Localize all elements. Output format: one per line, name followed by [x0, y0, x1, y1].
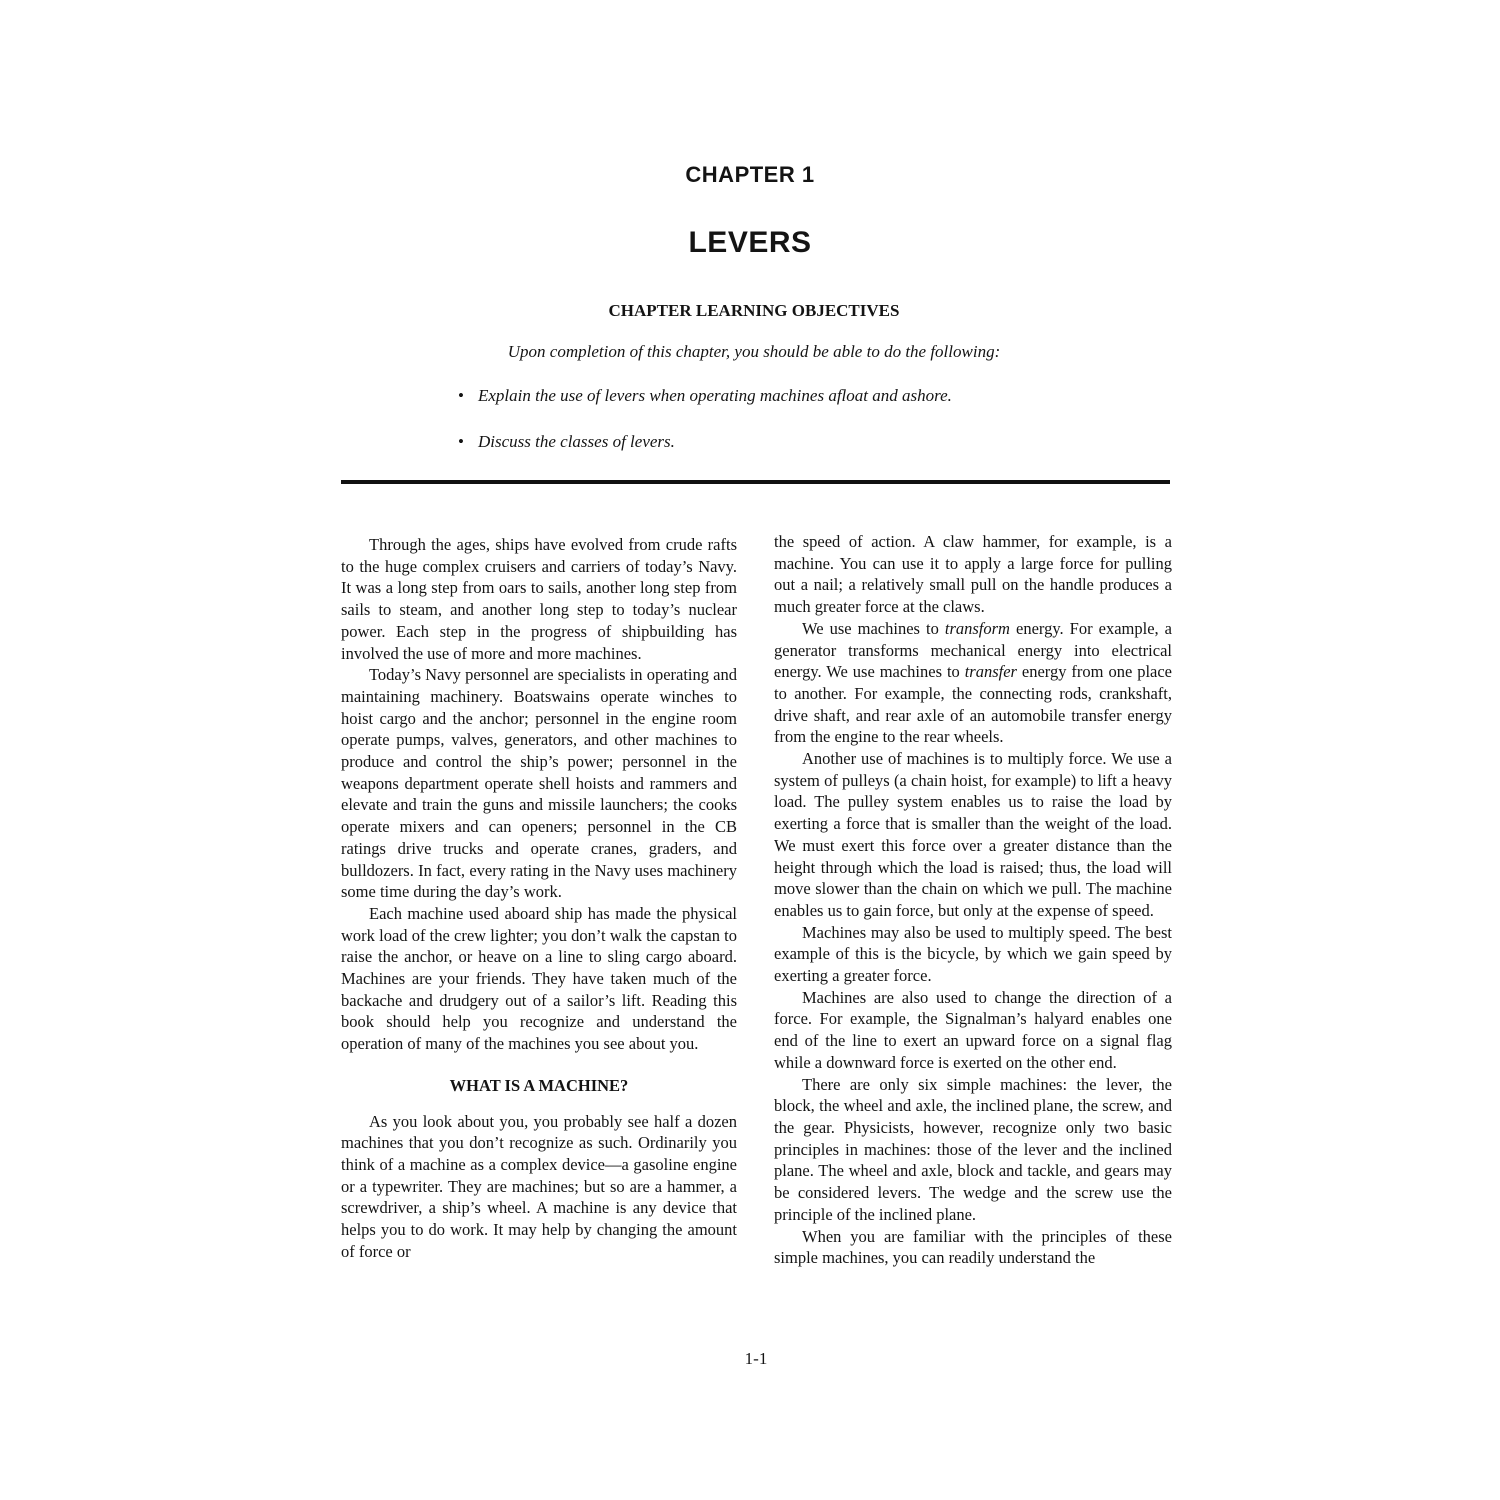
body-paragraph: Machines may also be used to multiply speed. The best example of this is the bicycle, by which we gain speed by exerting a greater force. — [774, 922, 1172, 986]
bullet-icon: • — [458, 432, 464, 451]
objective-text: Explain the use of levers when operating machines afloat and ashore. — [478, 386, 952, 405]
right-column — [774, 531, 1172, 1269]
body-paragraph: Each machine used aboard ship has made the physical work load of the crew lighter; you don’t walk the capstan to raise the anchor, or heave on a line to sling cargo aboard. Machines are your friends. They have taken much of the backache and drudgery out of a sailor’s lift. Reading this book should help you recognize and understand the operation of many of the machines you see about you. — [341, 903, 737, 1054]
text-run: energy from one place to another. For example, the connecting rods, crankshaft, drive shaft, and rear axle of an automobile transfer energy from the engine to the rear wheels. — [774, 662, 1172, 747]
emphasis-text: transfer — [964, 662, 1017, 682]
left-column — [341, 534, 737, 1263]
bullet-icon: • — [458, 386, 464, 405]
objectives-heading: CHAPTER LEARNING OBJECTIVES — [608, 301, 900, 320]
body-paragraph: Today’s Navy personnel are specialists in operating and maintaining machinery. Boatswains operate winches to hoist cargo and the anchor; personnel in the engine room operate pumps, valves, generators, and other machines to produce and control the ship’s power; personnel in the weapons department operate shell hoists and rammers and elevate and train the guns and missile launchers; the cooks operate mixers and can openers; personnel in the CB ratings drive trucks and operate cranes, graders, and bulldozers. In fact, every rating in the Navy uses machinery some time during the day’s work. — [341, 665, 737, 902]
body-paragraph: As you look about you, you probably see half a dozen machines that you don’t recognize as such. Ordinarily you think of a machine as a complex device—a gasoline engine or a typewriter. They are machines; but so are a hammer, a screwdriver, a ship’s wheel. A machine is any device that helps you to do work. It may help by changing the amount of force or — [341, 1111, 737, 1261]
text-run: We use machines to — [802, 618, 945, 638]
body-paragraph: Another use of machines is to multiply force. We use a system of pulleys (a chain hoist, for example) to lift a heavy load. The pulley system enables us to raise the load by exerting a force that is smaller than the weight of the load. We must exert this force over a greater distance than the height through which the load is raised; thus, the load will move slower than the chain on which we pull. The machine enables us to gain force, but only at the expense of speed. — [774, 749, 1172, 920]
chapter-title: LEVERS — [688, 226, 812, 259]
text-run: energy. For example, a generator transforms mechanical energy into electrical energy. We use machines to — [774, 618, 1173, 682]
body-paragraph: Through the ages, ships have evolved from crude rafts to the huge complex cruisers and carriers of today’s Navy. It was a long step from oars to sails, another long step from sails to steam, and another long step to today’s nuclear power. Each step in the progress of shipbuilding has involved the use of more and more machines. — [341, 535, 737, 663]
body-paragraph: When you are familiar with the principles of these simple machines, you can readily understand the — [774, 1226, 1172, 1268]
body-paragraph: the speed of action. A claw hammer, for example, is a machine. You can use it to apply a large force for pulling out a nail; a relatively small pull on the handle produces a much greater force at the claws. — [774, 532, 1172, 617]
emphasis-text: transform — [944, 618, 1010, 638]
objective-item — [458, 386, 952, 406]
body-paragraph: There are only six simple machines: the lever, the block, the wheel and axle, the inclined plane, the screw, and the gear. Physicists, however, recognize only two basic principles in machines: those of the lever and the inclined plane. The wheel and axle, block and tackle, and gears may be considered levers. The wedge and the screw use the principle of the inclined plane. — [774, 1074, 1172, 1224]
objective-item — [458, 432, 675, 452]
page-number: 1-1 — [744, 1349, 768, 1368]
chapter-number: CHAPTER 1 — [685, 162, 815, 187]
objectives-intro: Upon completion of this chapter, you should be able to do the following: — [507, 342, 1001, 361]
body-paragraph: Machines are also used to change the direction of a force. For example, the Signalman’s halyard enables one end of the line to exert an upward force on a signal flag while a downward force is exerted on the other end. — [774, 987, 1172, 1072]
objective-text: Discuss the classes of levers. — [478, 432, 675, 451]
body-paragraph — [774, 618, 1172, 748]
section-divider — [341, 480, 1170, 484]
section-heading: WHAT IS A MACHINE? — [449, 1075, 629, 1095]
